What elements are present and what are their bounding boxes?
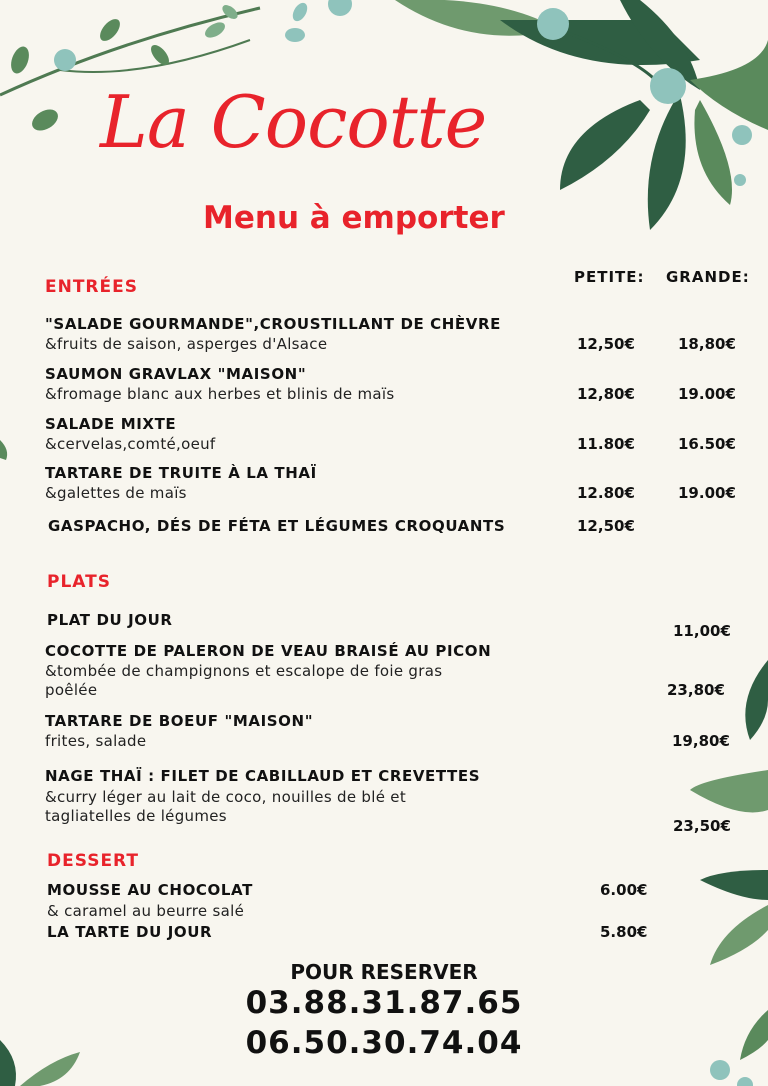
section-title-plats: PLATS (47, 572, 111, 592)
item-name: SALADE MIXTE (45, 415, 177, 433)
item-description: & caramel au beurre salé (47, 902, 245, 920)
price: 23,50€ (673, 817, 731, 835)
column-header-large: GRANDE: (666, 268, 750, 286)
price-large: 19.00€ (678, 484, 736, 502)
item-description-cont: poêlée (45, 681, 98, 699)
item-name: TARTARE DE TRUITE À LA THAÏ (45, 464, 317, 482)
right-side-leaves-icon (690, 660, 768, 1086)
price: 11,00€ (673, 622, 731, 640)
reservation-label: POUR RESERVER (290, 960, 478, 984)
phone-number-2[interactable]: 06.50.30.74.04 (245, 1025, 523, 1061)
price-large: 19.00€ (678, 385, 736, 403)
item-name: PLAT DU JOUR (47, 611, 173, 629)
price: 6.00€ (600, 881, 648, 899)
phone-number-1[interactable]: 03.88.31.87.65 (245, 985, 523, 1021)
item-description: &cervelas,comté,oeuf (45, 435, 216, 453)
section-title-dessert: DESSERT (47, 851, 139, 871)
item-description: frites, salade (45, 732, 147, 750)
price-small: 11.80€ (577, 435, 635, 453)
item-name: "SALADE GOURMANDE",CROUSTILLANT DE CHÈVRE (45, 315, 501, 333)
price-small: 12,50€ (577, 517, 635, 535)
price-small: 12,50€ (577, 335, 635, 353)
item-description: &fromage blanc aux herbes et blinis de maïs (45, 385, 395, 403)
item-name: GASPACHO, DÉS DE FÉTA ET LÉGUMES CROQUANTS (48, 517, 506, 535)
item-description: &curry léger au lait de coco, nouilles de blé et (45, 788, 407, 806)
item-name: SAUMON GRAVLAX "MAISON" (45, 365, 307, 383)
item-name: COCOTTE DE PALERON DE VEAU BRAISÉ AU PICON (45, 642, 492, 660)
item-description: &fruits de saison, asperges d'Alsace (45, 335, 328, 353)
column-header-small: PETITE: (574, 268, 645, 286)
price-small: 12,80€ (577, 385, 635, 403)
section-title-entrees: ENTRÉES (45, 277, 138, 297)
item-name: NAGE THAÏ : FILET DE CABILLAUD ET CREVETTES (45, 767, 481, 785)
item-name: MOUSSE AU CHOCOLAT (47, 881, 253, 899)
brand-logo: La Cocotte (100, 80, 487, 164)
price: 5.80€ (600, 923, 648, 941)
item-name: TARTARE DE BOEUF "MAISON" (45, 712, 314, 730)
price: 23,80€ (667, 681, 725, 699)
item-description: &tombée de champignons et escalope de foie gras (45, 662, 443, 680)
price: 19,80€ (672, 732, 730, 750)
item-name: LA TARTE DU JOUR (47, 923, 213, 941)
price-small: 12.80€ (577, 484, 635, 502)
price-large: 18,80€ (678, 335, 736, 353)
price-large: 16.50€ (678, 435, 736, 453)
item-description-cont: tagliatelles de légumes (45, 807, 227, 825)
menu-subtitle: Menu à emporter (203, 200, 505, 236)
item-description: &galettes de maïs (45, 484, 187, 502)
